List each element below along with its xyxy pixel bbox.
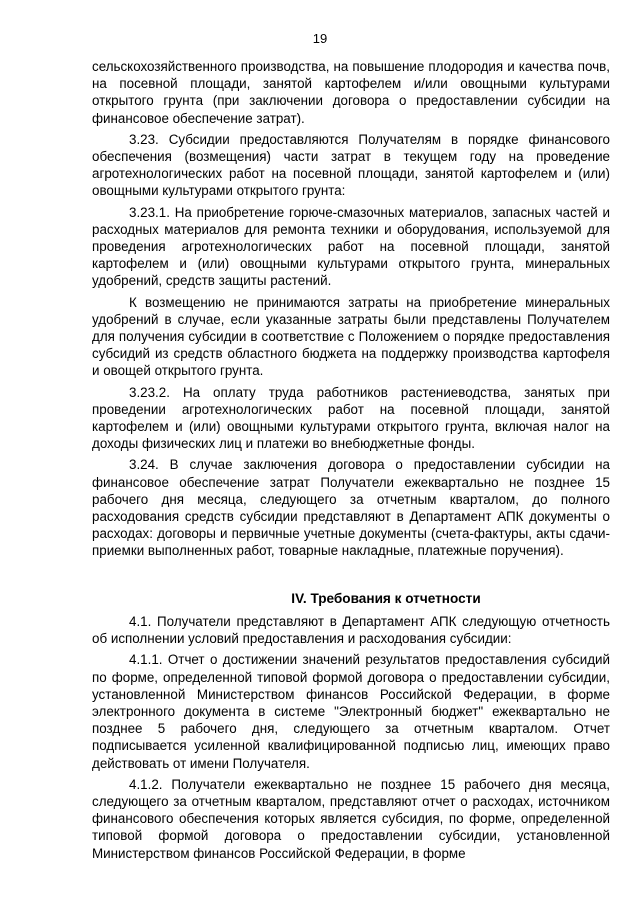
page-number: 19	[312, 31, 328, 46]
paragraph-3-23-2: 3.23.2. На оплату труда работников растениеводства, занятых при проведении агротехнологических работ на посевной площади, занятой картофелем и (или) овощными культурами открытого грунта, включая налог на доходы физических лиц и платежи во внебюджетные фонды.	[92, 384, 610, 452]
paragraph-continuation: сельскохозяйственного производства, на повышение плодородия и качества почв, на посевной площади, занятой картофелем и/или овощными культурами открытого грунта (при заключении договора о предоставлении субсидии на финансовое обеспечение затрат).	[92, 59, 610, 126]
paragraph-3-23-1: 3.23.1. На приобретение горюче-смазочных материалов, запасных частей и расходных материалов для ремонта техники и оборудования, используемой для проведения агротехнологических работ на посевной площади, занятой картофелем и (или) овощными культурами открытого грунта, минеральных удобрений, средств защиты растений.	[92, 204, 610, 289]
paragraph-4-1-2: 4.1.2. Получатели ежеквартально не позднее 15 рабочего дня месяца, следующего за отчетным кварталом, представляют отчет о расходах, источником финансового обеспечения которых является субсидия, по форме, определенной типовой формой договора о предоставлении субсидии, установленной Министерством финансов Российской Федерации, в форме	[92, 776, 610, 861]
paragraph-3-24: 3.24. В случае заключения договора о предоставлении субсидии на финансовое обеспечение затрат Получатели ежеквартально не позднее 15 рабочего дня месяца, следующего за отчетным кварталом, до полного расходования средств субсидии представляют в Департамент АПК документы о расходах: договоры и первичные учетные документы (счета-фактуры, акты сдачи-приемки выполненных работ, товарные накладные, платежные поручения).	[92, 457, 610, 559]
paragraph-reimbursement-exclusion: К возмещению не принимаются затраты на приобретение минеральных удобрений в случае, если указанные затраты были представлены Получателем для получения субсидии в соответствие с Положением о порядке предоставления субсидий из средств областного бюджета на поддержку производства картофеля и овощей открытого грунта.	[92, 294, 610, 379]
paragraph-4-1-1: 4.1.1. Отчет о достижении значений результатов предоставления субсидий по форме, определенной типовой формой договора о предоставлении субсидии, установленной Министерством финансов Российской Федерации, в форме электронного документа в системе "Электронный бюджет" ежеквартально не позднее 5 рабочего дня, следующего за отчетным кварталом. Отчет подписывается усиленной квалифицированной подписью лиц, имеющих право действовать от имени Получателя.	[92, 652, 610, 771]
paragraph-4-1: 4.1. Получатели представляют в Департамент АПК следующую отчетность об исполнении условий предоставления и расходования субсидии:	[92, 613, 610, 647]
section-heading: IV. Требования к отчетности	[291, 590, 481, 606]
document-body	[92, 58, 610, 866]
paragraph-3-23: 3.23. Субсидии предоставляются Получателям в порядке финансового обеспечения (возмещения) части затрат в текущем году на проведение агротехнологических работ на посевной площади, занятой картофелем и (или) овощными культурами открытого грунта:	[92, 131, 610, 199]
